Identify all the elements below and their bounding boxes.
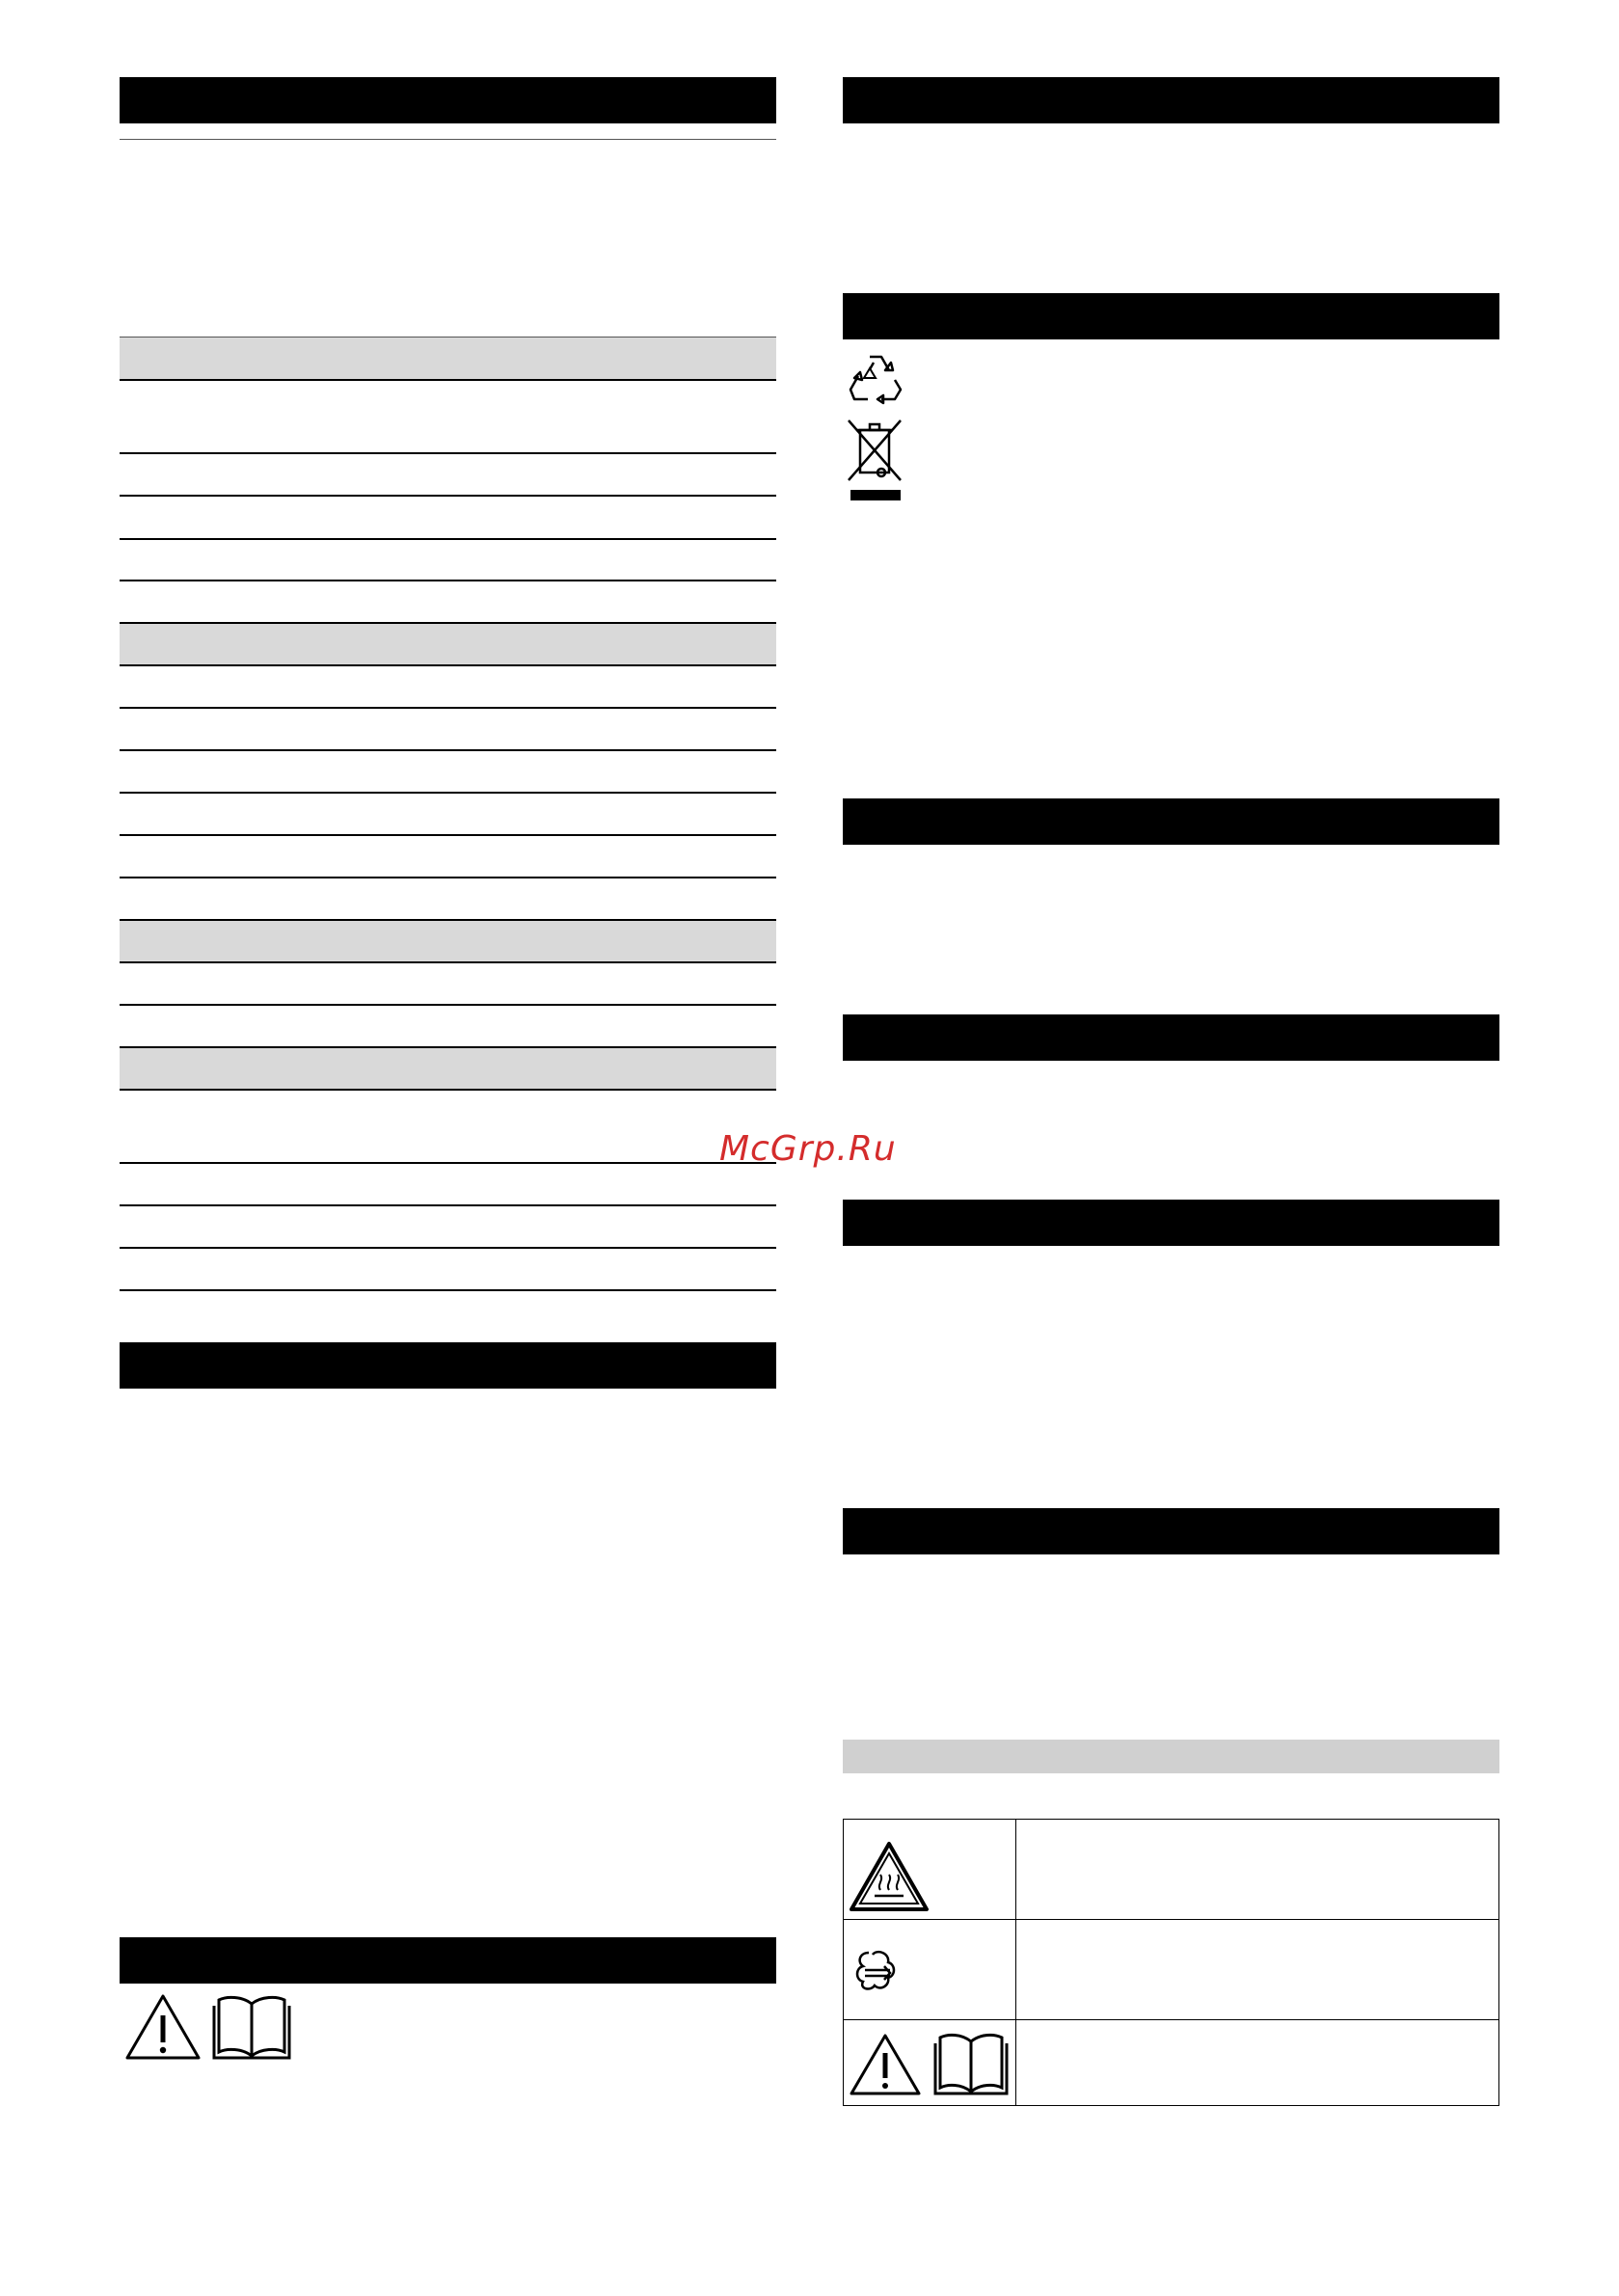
- table-rule: [120, 1204, 776, 1206]
- hot-surface-warning-icon: [848, 1840, 931, 1913]
- table-rule: [120, 622, 776, 624]
- table-rule: [120, 961, 776, 963]
- section-heading-bar: [843, 293, 1499, 339]
- table-rule: [120, 1046, 776, 1048]
- table-rule: [120, 707, 776, 709]
- description-cell: [1016, 1920, 1499, 2020]
- section-heading-bar: [843, 798, 1499, 845]
- table-rule: [120, 1004, 776, 1006]
- table-rule: [120, 749, 776, 751]
- divider: [120, 139, 776, 140]
- table-rule: [120, 877, 776, 878]
- subsection-header: [843, 1740, 1499, 1773]
- table-rule: [120, 664, 776, 666]
- symbols-table: [843, 1819, 1499, 2106]
- section-heading-bar: [843, 1014, 1499, 1061]
- section-heading-bar: [843, 77, 1499, 123]
- table-rule: [120, 834, 776, 836]
- table-group-header: [120, 338, 776, 379]
- table-rule: [120, 919, 776, 921]
- table-group-header: [120, 920, 776, 961]
- table-group-header: [120, 1047, 776, 1089]
- symbol-cell: [844, 2020, 1016, 2106]
- table-rule: [120, 538, 776, 540]
- table-rule: [120, 792, 776, 794]
- table-rule: [120, 1247, 776, 1249]
- section-heading-bar: [843, 1508, 1499, 1554]
- warning-triangle-icon: [123, 1992, 202, 2062]
- description-cell: [1016, 2020, 1499, 2106]
- read-manual-icon: [211, 1992, 292, 2062]
- table-rule: [120, 379, 776, 381]
- symbol-cell: [844, 1920, 1016, 2020]
- recycle-icon: [847, 349, 904, 407]
- table-rule: [120, 495, 776, 497]
- warning-triangle-icon: [848, 2032, 923, 2097]
- section-heading-bar: [843, 1200, 1499, 1246]
- section-heading-bar: [120, 1937, 776, 1984]
- crossed-out-bin-icon: [845, 417, 904, 503]
- symbol-cell: [844, 1820, 1016, 1920]
- table-group-header: [120, 623, 776, 664]
- table-row: [844, 2020, 1499, 2106]
- section-heading-bar: [120, 77, 776, 123]
- steam-outlet-icon: [851, 1945, 902, 1995]
- table-rule: [120, 1162, 776, 1164]
- table-rule: [120, 580, 776, 581]
- table-rule: [120, 452, 776, 454]
- table-row: [844, 1920, 1499, 2020]
- read-manual-icon: [932, 2030, 1010, 2097]
- section-heading-bar: [120, 1342, 776, 1389]
- table-rule: [120, 337, 776, 338]
- table-row: [844, 1820, 1499, 1920]
- watermark: McGrp.Ru: [719, 1129, 897, 1169]
- description-cell: [1016, 1820, 1499, 1920]
- table-rule: [120, 1289, 776, 1291]
- table-rule: [120, 1089, 776, 1091]
